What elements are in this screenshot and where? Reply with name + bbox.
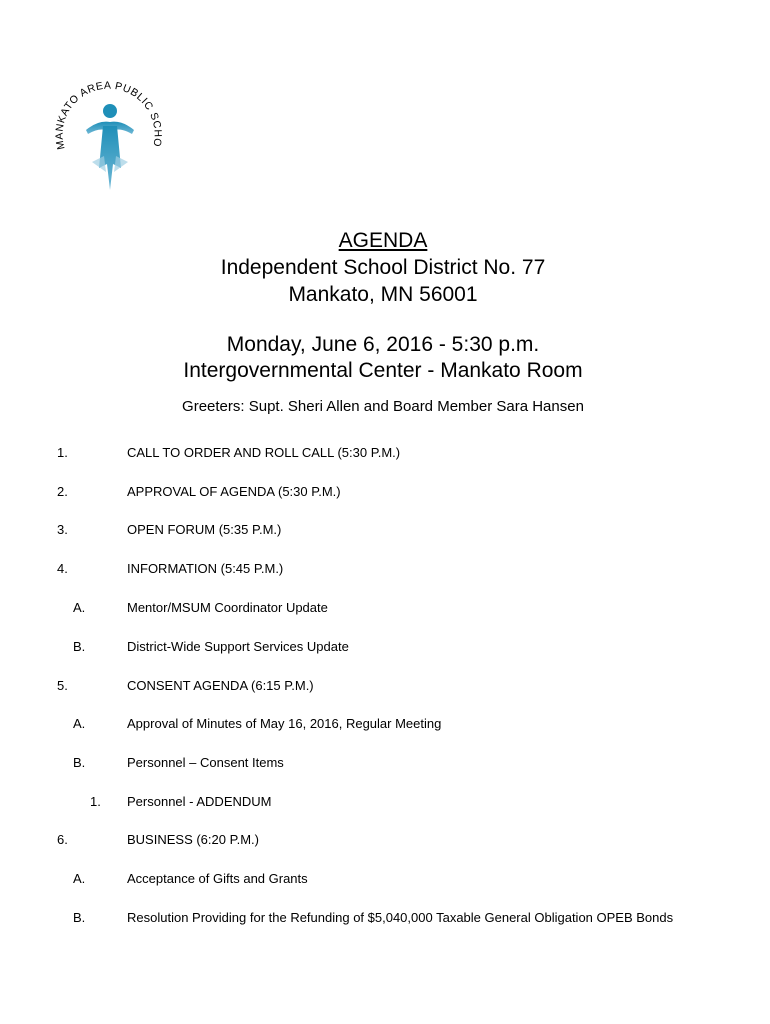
item-text: INFORMATION (5:45 P.M.) [127, 561, 284, 576]
item-text: District-Wide Support Services Update [127, 639, 349, 654]
item-number: B. [73, 639, 86, 654]
item-text: Resolution Providing for the Refunding of $5,040,000 Taxable General Obligation OPEB Bonds [127, 910, 674, 925]
item-number: 1. [57, 445, 68, 460]
item-number: A. [73, 600, 86, 615]
item-text: BUSINESS (6:20 P.M.) [127, 832, 259, 847]
district-name: Independent School District No. 77 [220, 256, 546, 279]
item-number: 4. [57, 561, 68, 576]
item-text: Approval of Minutes of May 16, 2016, Regular Meeting [127, 716, 442, 731]
logo-text: MANKATO AREA PUBLIC SCHO [53, 79, 164, 151]
item-number: 5. [57, 678, 68, 693]
item-text: APPROVAL OF AGENDA (5:30 P.M.) [127, 484, 341, 499]
school-logo-icon [48, 64, 176, 194]
item-text: Personnel - ADDENDUM [127, 794, 272, 809]
school-logo [48, 64, 176, 194]
meeting-greeters: Greeters: Supt. Sheri Allen and Board Member Sara Hansen [182, 398, 584, 415]
item-number: A. [73, 716, 86, 731]
item-number: B. [73, 910, 86, 925]
item-number: 1. [90, 794, 101, 809]
item-number: A. [73, 871, 86, 886]
district-city: Mankato, MN 56001 [288, 283, 478, 306]
item-text: CONSENT AGENDA (6:15 P.M.) [127, 678, 314, 693]
item-text: Acceptance of Gifts and Grants [127, 871, 308, 886]
item-number: 3. [57, 522, 68, 537]
item-text: OPEN FORUM (5:35 P.M.) [127, 522, 282, 537]
meeting-location: Intergovernmental Center - Mankato Room [183, 359, 583, 382]
item-text: CALL TO ORDER AND ROLL CALL (5:30 P.M.) [127, 445, 401, 460]
item-text: Mentor/MSUM Coordinator Update [127, 600, 328, 615]
agenda-title: AGENDA [338, 229, 428, 252]
item-number: B. [73, 755, 86, 770]
meeting-date: Monday, June 6, 2016 - 5:30 p.m. [226, 333, 540, 356]
item-number: 2. [57, 484, 68, 499]
item-number: 6. [57, 832, 68, 847]
item-text: Personnel – Consent Items [127, 755, 284, 770]
